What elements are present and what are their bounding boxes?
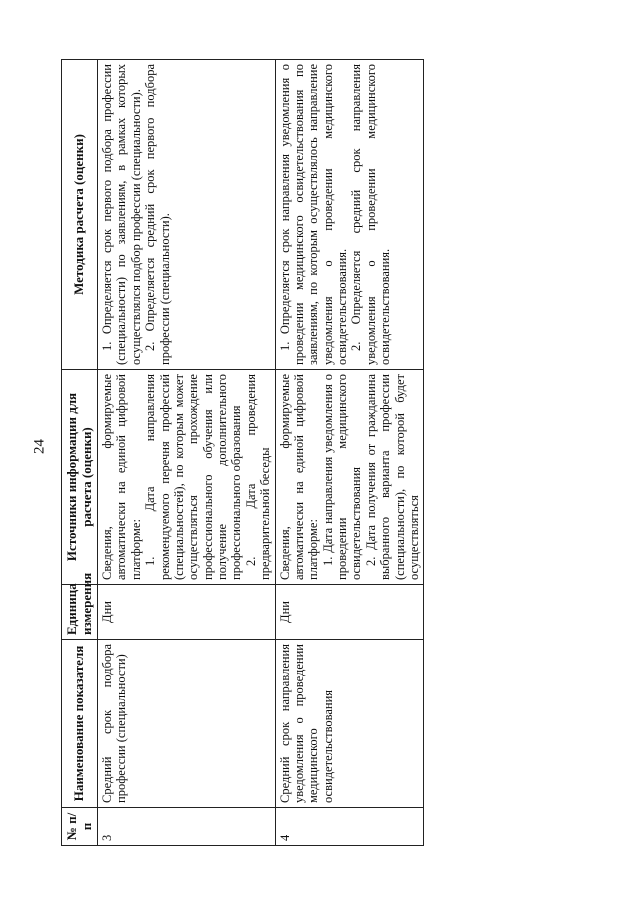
source-line: 2. Дата получения от гражданина выбранного варианта профессии (специальности), по которой будет осуществляться bbox=[363, 374, 421, 580]
row-sources bbox=[98, 370, 276, 585]
row-sources bbox=[275, 370, 424, 585]
header-unit: Единица измерения bbox=[62, 585, 98, 640]
method-line: 1. Определяется срок первого подбора профессии (специальности) по заявлениям, в рамках которых осуществлялся подбор профессии (специальности). bbox=[100, 64, 143, 365]
row-num: 3 bbox=[98, 808, 276, 846]
source-line: Сведения, формируемые автоматически на единой цифровой платформе: bbox=[100, 374, 143, 580]
row-num: 4 bbox=[275, 808, 424, 846]
row-unit: Дни bbox=[98, 585, 276, 640]
source-line: Сведения, формируемые автоматически на единой цифровой платформе: bbox=[277, 374, 321, 580]
method-line: 2. Определяется средний срок направления уведомления о проведении медицинского освидетельствования. bbox=[349, 64, 393, 365]
header-sources: Источники информации для расчета (оценки) bbox=[62, 370, 98, 585]
header-num: № п/п bbox=[62, 808, 98, 846]
table-header-row bbox=[62, 60, 98, 846]
source-line: 1. Дата направления уведомления о проведении медицинского освидетельствования bbox=[320, 374, 364, 580]
header-name: Наименование показателя bbox=[62, 640, 98, 808]
indicators-table bbox=[61, 59, 424, 846]
header-method: Методика расчета (оценки) bbox=[62, 60, 98, 370]
row-name: Средний срок направления уведомления о проведении медицинского освидетельствования bbox=[275, 640, 424, 808]
table-row bbox=[275, 60, 424, 846]
method-line: 2. Определяется средний срок первого подбора профессии (специальности). bbox=[143, 64, 172, 365]
page-number: 24 bbox=[31, 439, 48, 454]
row-name: Средний срок подбора профессии (специальности) bbox=[98, 640, 276, 808]
row-method bbox=[275, 60, 424, 370]
source-line: 2. Дата проведения предварительной беседы bbox=[243, 374, 273, 580]
table-row bbox=[98, 60, 276, 846]
row-unit: Дни bbox=[275, 585, 424, 640]
rotated-table-container bbox=[61, 60, 421, 846]
method-line: 1. Определяется срок направления уведомления о проведении медицинского освидетельствования по заявлениям, по которым осуществлялось направление уведомления о проведении медицинского освидетельствования. bbox=[277, 64, 349, 365]
row-method bbox=[98, 60, 276, 370]
source-line: 1. Дата направления рекомендуемого перечня профессий (специальностей), по которым может осуществляться прохождение профессионального обучения или получение дополнительного профессионального образования bbox=[143, 374, 244, 580]
